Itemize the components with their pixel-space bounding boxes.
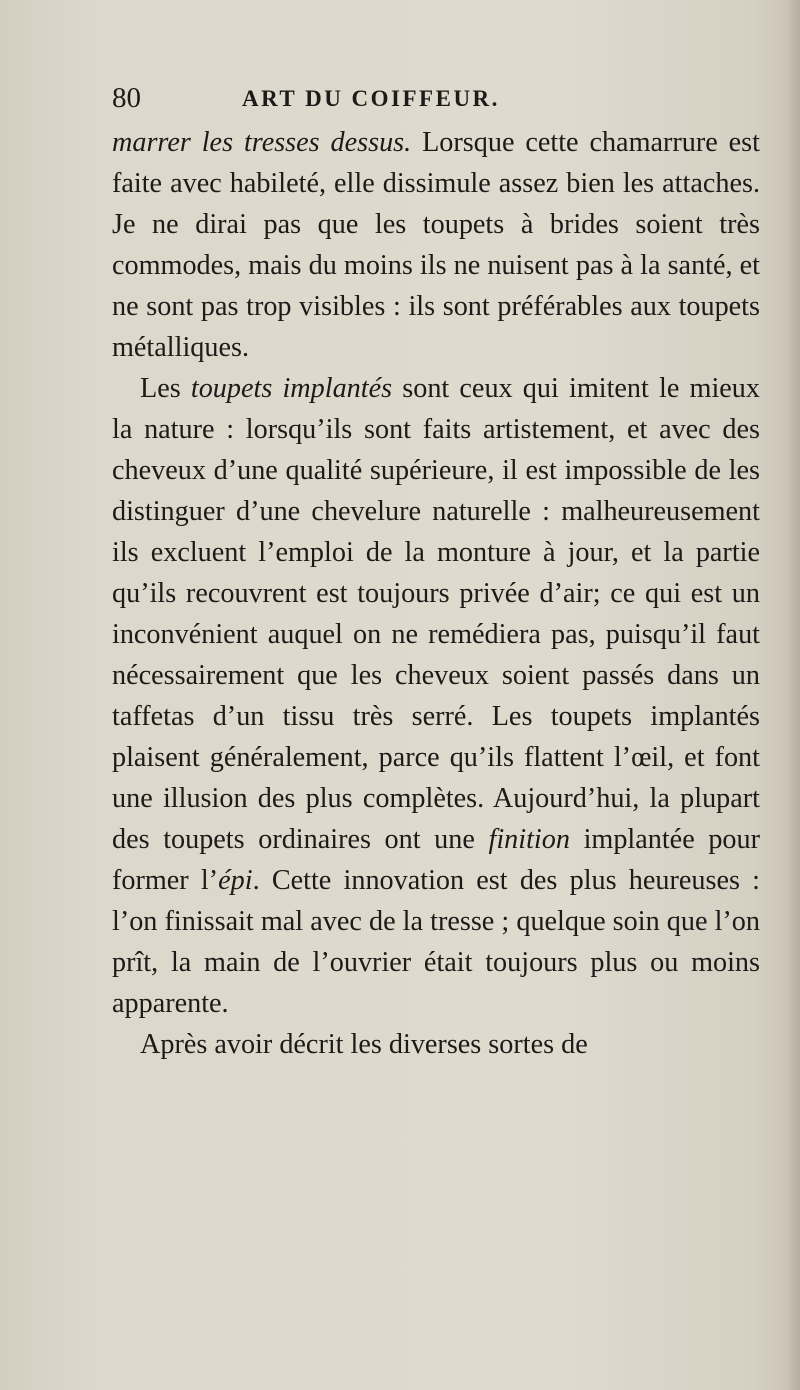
page-header [112, 80, 752, 120]
paragraph-1 [112, 122, 760, 368]
text-run: Après avoir décrit les diverses sortes de [140, 1029, 588, 1060]
text-run: Les [140, 373, 191, 404]
text-run: implantée pour former l’ [112, 824, 760, 896]
page-edge-shadow [786, 0, 800, 1390]
running-head: ART DU COIFFEUR. [242, 86, 500, 111]
text-run: . Cette innovation est des plus heureuses : l’on finissait mal avec de la tresse ; quelque soin que l’on prît, la main de l’ouvrier était toujours plus ou moins apparente. [112, 865, 760, 1019]
text-run: sont ceux qui imitent le mieux la nature : lorsqu’ils sont faits artistement, et avec des cheveux d’une qualité supérieure, il est impossible de les distinguer d’une chevelure naturelle : malheureusement ils excluent l’emploi de la monture à jour, et la partie qu’ils recouvrent est toujours privée d’air; ce qui est un inconvénient auquel on ne remédiera pas, puisqu’il faut nécessairement que les cheveux soient passés dans un taffetas d’un tissu très serré. Les toupets implantés plaisent généralement, parce qu’ils flattent l’œil, et font une illusion des plus complètes. Aujourd’hui, la plupart des toupets ordinaires ont une [112, 373, 760, 855]
paragraph-3 [112, 1024, 760, 1065]
text-run: toupets implantés [190, 373, 393, 404]
page-number: 80 [112, 82, 141, 114]
paragraph-2 [112, 368, 760, 1024]
text-run: finition [488, 824, 570, 855]
text-run: Lorsque cette chamarrure est faite avec habileté, elle dissimule assez bien les attaches. Je ne dirai pas que les toupets à brides soient très commodes, mais du moins ils ne nuisent pas à la santé, et ne sont pas trop visibles : ils sont préférables aux toupets métalliques. [112, 127, 760, 363]
text-run: épi [218, 865, 253, 896]
body-text [112, 122, 760, 1065]
text-run: marrer les tresses dessus. [112, 127, 412, 158]
